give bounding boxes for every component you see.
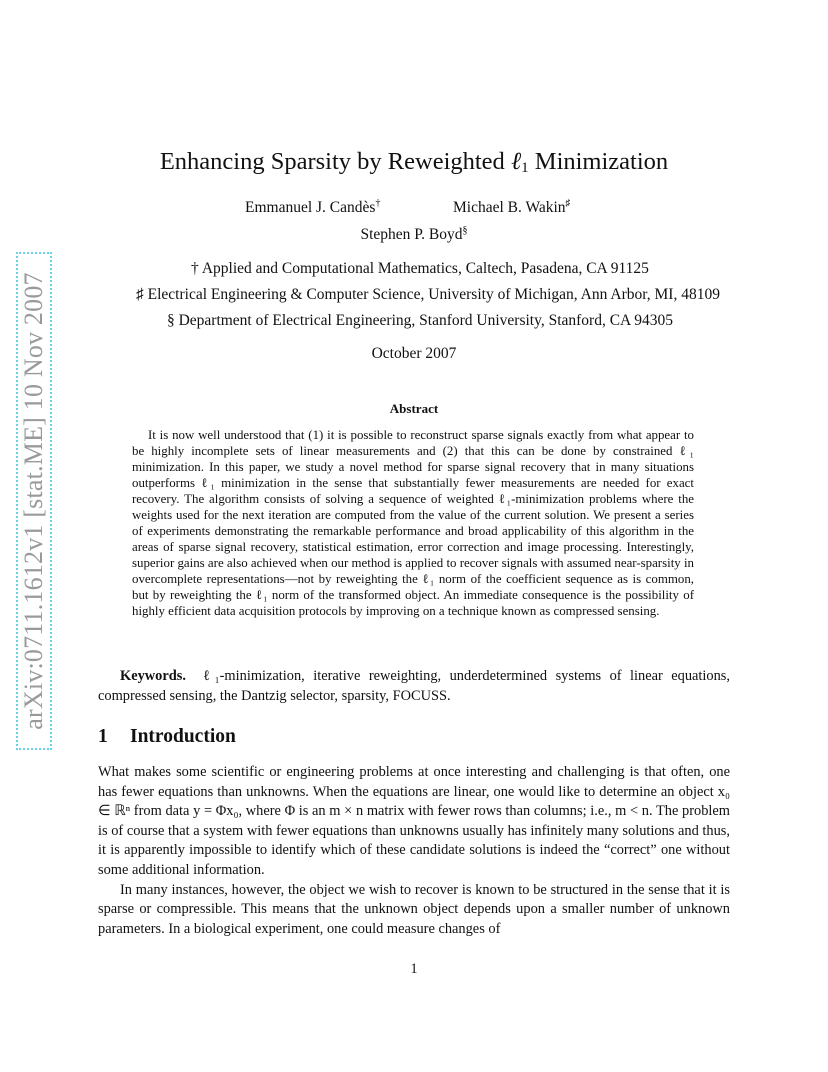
page-number: 1 <box>410 961 418 977</box>
abstract-text: It is now well understood that (1) it is possible to reconstruct sparse signals exactly from what appear to be highly incomplete sets of linear measurements and (2) that this can be done by constrained ℓ₁ minimization. In this paper, we study a novel method for sparse signal recovery that in many situations outperforms ℓ₁ minimization in the sense that substantially fewer measurements are needed for exact recovery. The algorithm consists of solving a sequence of weighted ℓ₁-minimization problems where the weights used for the next iteration are computed from the value of the current solution. We present a series of experiments demonstrating the remarkable performance and broad applicability of this algorithm in the areas of sparse signal recovery, statistical estimation, error correction and image processing. Interestingly, superior gains are also achieved when our method is applied to recover signals with assumed near-sparsity in overcomplete representations—not by reweighting the ℓ₁ norm of the coefficient sequence as is common, but by reweighting the ℓ₁ norm of the transformed object. An immediate consequence is the possibility of highly efficient data acquisition protocols by improving on a technique known as compressed sensing. <box>132 428 694 618</box>
keywords <box>98 666 730 706</box>
title-subscript: 1 <box>521 160 529 176</box>
author-boyd <box>0 226 828 244</box>
author-name: Stephen P. Boyd <box>360 226 463 243</box>
author-mark: § <box>462 224 468 236</box>
affiliation-stanford: § Department of Electrical Engineering, Stanford University, Stanford, CA 94305 <box>166 312 674 329</box>
title-prefix: Enhancing Sparsity by Reweighted <box>159 148 511 175</box>
abstract <box>132 427 694 619</box>
author-wakin <box>453 199 571 217</box>
keywords-text: ℓ₁-minimization, iterative reweighting, underdetermined systems of linear equations, compressed sensing, the Dantzig selector, sparsity, FOCUSS. <box>98 668 731 704</box>
introduction-body <box>98 763 730 939</box>
author-mark: ♯ <box>565 197 571 209</box>
paragraph: What makes some scientific or engineering problems at once interesting and challenging is that often, one has fewer equations than unknowns. When the equations are linear, one would like to determine an object x₀ ∈ ℝⁿ from data y = Φx₀, where Φ is an m × n matrix with fewer rows than columns; i.e., m < n. The problem is of course that a system with fewer equations than unknowns usually has infinitely many solutions and thus, it is apparently impossible to identify which of these candidate solutions is indeed the “correct” one without some additional information. <box>98 764 730 878</box>
paper-date: October 2007 <box>371 345 457 362</box>
author-mark: † <box>375 197 381 209</box>
author-name: Michael B. Wakin <box>453 199 566 216</box>
keywords-label: Keywords. <box>120 668 186 684</box>
author-name: Emmanuel J. Candès <box>245 199 376 216</box>
title-ell: ℓ <box>510 148 522 175</box>
affiliation-michigan: ♯ Electrical Engineering & Computer Science, University of Michigan, Ann Arbor, MI, 48109 <box>136 286 720 303</box>
affiliation-caltech: † Applied and Computational Mathematics, Caltech, Pasadena, CA 91125 <box>191 260 649 277</box>
section-title: Introduction <box>130 726 236 747</box>
title-suffix: Minimization <box>528 148 669 175</box>
section-number: 1 <box>98 726 108 747</box>
section-heading <box>98 726 236 748</box>
paragraph: In many instances, however, the object we wish to recover is known to be structured in the sense that it is sparse or compressible. This means that the unknown object depends upon a smaller number of unknown parameters. In a biological experiment, one could measure changes of <box>98 881 730 937</box>
paper-title <box>0 148 828 176</box>
author-candes <box>245 199 380 217</box>
arxiv-stamp[interactable]: arXiv:0711.1612v1 [stat.ME] 10 Nov 2007 <box>19 272 48 730</box>
abstract-heading: Abstract <box>389 401 439 416</box>
